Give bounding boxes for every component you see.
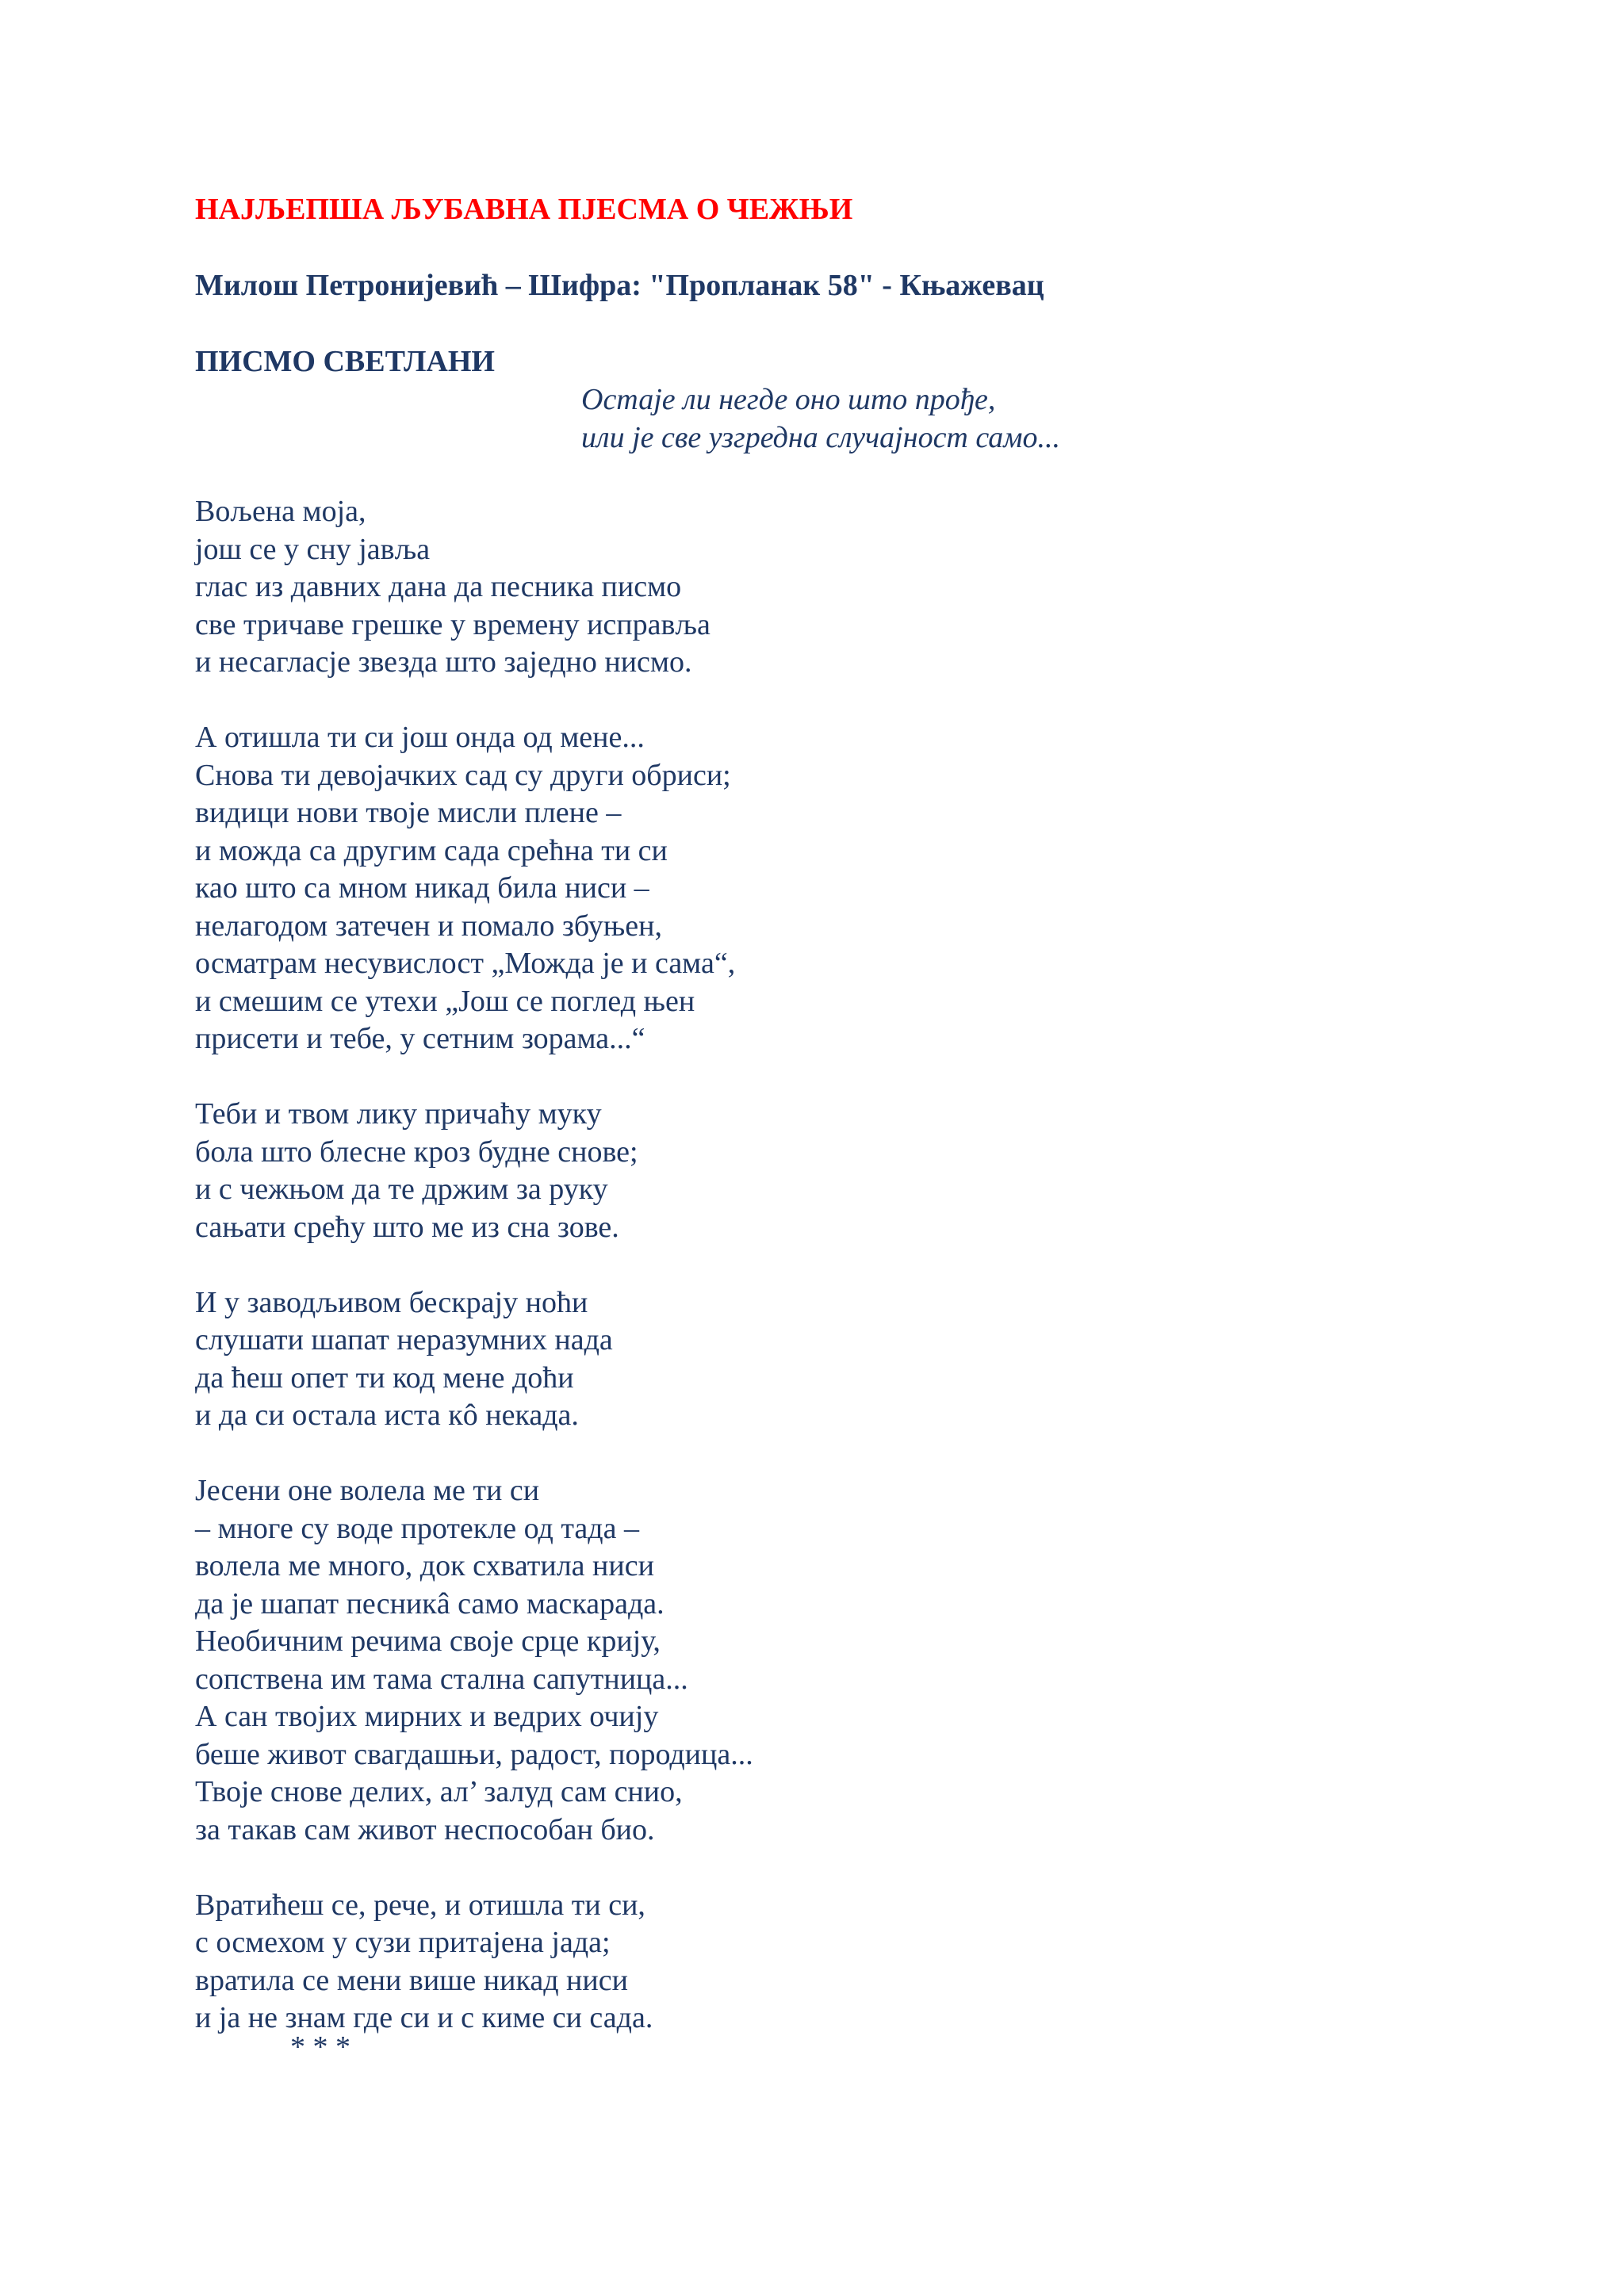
poem-line: као што са мном никад била ниси – (195, 871, 649, 905)
poem-line: и смешим се утехи „Још се поглед њен (195, 984, 695, 1018)
epigraph-line: или је све узгредна случајност само... (581, 421, 1061, 454)
poem-line: да ћеш опет ти код мене доћи (195, 1360, 574, 1395)
stanza (195, 493, 753, 682)
poem-line: А отишла ти си још онда од мене... (195, 721, 645, 754)
poem-line: с осмехом у сузи притајена јада; (195, 1926, 611, 1959)
author-line: Милош Петронијевић – Шифра: "Пропланак 58" - Књажевац (195, 269, 1044, 302)
poem-line: видици нови твоје мисли плене – (195, 796, 622, 829)
poem-line: Необичним речима своје срце крију, (195, 1624, 661, 1658)
poem-line: и можда са другим сада срећна ти си (195, 833, 668, 867)
poem-line: Вољена моја, (195, 495, 366, 528)
poem-line: Твоје снове делих, ал’ залуд сам снио, (195, 1775, 683, 1808)
poem-line: волела ме много, док схватила ниси (195, 1549, 654, 1582)
poem-line: А сан твојих мирних и ведрих очију (195, 1700, 659, 1733)
stanza (195, 1284, 753, 1435)
poem-line: сањати срећу што ме из сна зове. (195, 1210, 619, 1244)
poem-line: – многе су воде протекле од тада – (195, 1511, 639, 1545)
poem-line: и несагласје звезда што заједно нисмо. (195, 645, 692, 679)
poem-line: и с чежњом да те држим за руку (195, 1173, 608, 1206)
poem-line: Јесени оне волела ме ти си (195, 1474, 540, 1507)
stanza (195, 719, 753, 1058)
epigraph-line: Остаје ли негде оно што прође, (581, 383, 996, 416)
poem-line: Снова ти девојачких сад су други обриси; (195, 758, 731, 792)
poem-body (195, 493, 753, 2075)
epigraph (581, 381, 1060, 457)
poem-line: још се у сну јавља (195, 532, 431, 566)
poem-line: сопствена им тама стална сапутница... (195, 1662, 688, 1696)
ending-mark: * * * (290, 2030, 350, 2064)
poem-line: Вратићеш се, рече, и отишла ти си, (195, 1888, 645, 1922)
poem-line: И у заводљивом бескрају ноћи (195, 1285, 588, 1319)
poem-line: присети и тебе, у сетним зорама...“ (195, 1022, 645, 1055)
poem-title: ПИСМО СВЕТЛАНИ (195, 345, 495, 378)
poem-line: слушати шапат неразумних нада (195, 1323, 613, 1357)
stanza (195, 1096, 753, 1246)
poem-line: да је шапат песникâ само маскарада. (195, 1586, 665, 1621)
stanza (195, 1472, 753, 1849)
poem-line: и ја не знам где си и с киме си сада. (195, 2001, 653, 2034)
poem-line: за такав сам живот неспособан био. (195, 1812, 655, 1846)
poem-line: све тричаве грешке у времену исправља (195, 607, 710, 641)
stanza (195, 1887, 753, 2038)
poem-line: осматрам несувислост „Можда је и сама“, (195, 947, 736, 980)
document-title: НАЈЉЕПША ЉУБАВНА ПЈЕСМА О ЧЕЖЊИ (195, 193, 853, 226)
poem-line: вратила се мени више никад ниси (195, 1963, 628, 1997)
poem-line: нелагодом затечен и помало збуњен, (195, 909, 662, 943)
poem-line: глас из давних дана да песника писмо (195, 570, 682, 603)
poem-line: и да си остала иста кô некада. (195, 1399, 579, 1432)
poem-line: бола што блесне кроз будне снове; (195, 1135, 638, 1169)
poem-line: беше живот свагдашњи, радост, породица... (195, 1737, 753, 1771)
poem-line: Теби и твом лику причаћу муку (195, 1097, 602, 1131)
